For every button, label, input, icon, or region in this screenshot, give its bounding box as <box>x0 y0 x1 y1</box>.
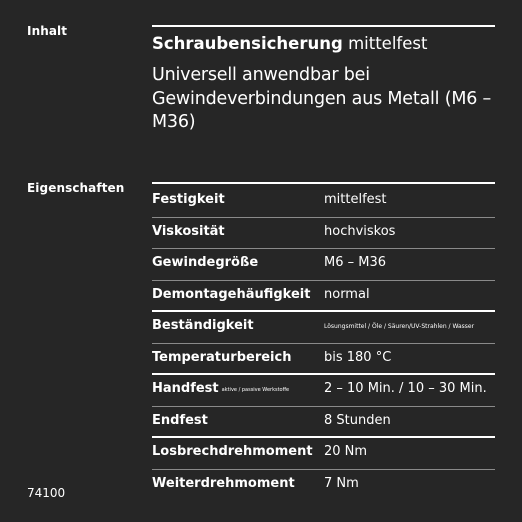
property-row-temperature <box>152 344 495 376</box>
property-key <box>152 381 289 396</box>
property-value: 20 Nm <box>324 444 368 459</box>
property-key: Weiterdrehmoment <box>152 475 295 491</box>
property-row-full-cure <box>152 407 495 439</box>
section-label-properties: Eigenschaften <box>27 181 125 195</box>
property-row-thread-size <box>152 249 495 281</box>
property-row-viscosity <box>152 218 495 250</box>
article-number: 74100 <box>27 486 66 500</box>
property-row-breakaway-torque <box>152 438 495 470</box>
property-value: normal <box>324 286 370 302</box>
product-description: Universell anwendbar bei Gewindeverbindungen aus Metall (M6 – M36) <box>152 65 492 132</box>
product-name-bold: Schraubensicherung <box>152 34 343 53</box>
property-key: Endfest <box>152 412 208 428</box>
property-key: Demontagehäufigkeit <box>152 286 311 302</box>
property-row-hand-tight <box>152 375 495 407</box>
divider-properties <box>152 182 495 184</box>
property-key: Gewindegröße <box>152 255 259 270</box>
divider-top <box>152 25 495 27</box>
property-key: Losbrechdrehmoment <box>152 444 313 459</box>
property-value: M6 – M36 <box>324 255 387 270</box>
property-key: Festigkeit <box>152 192 225 207</box>
property-value: Lösungsmittel / Öle / Säuren/UV-Strahlen / Wasser <box>324 323 475 330</box>
properties-table <box>152 186 495 500</box>
property-value: 7 Nm <box>324 475 359 491</box>
property-row-resistance <box>152 312 495 344</box>
product-title <box>152 34 427 53</box>
property-row-prevailing-torque <box>152 470 495 501</box>
property-value: hochviskos <box>324 223 396 239</box>
property-key: Temperaturbereich <box>152 349 292 365</box>
property-row-strength <box>152 186 495 218</box>
property-value: bis 180 °C <box>324 349 392 365</box>
section-label-content: Inhalt <box>27 24 68 38</box>
property-key: Viskosität <box>152 223 225 239</box>
property-key-text: Handfest <box>152 381 219 396</box>
property-row-disassembly <box>152 281 495 313</box>
property-value: 8 Stunden <box>324 412 391 428</box>
property-value: 2 – 10 Min. / 10 – 30 Min. <box>324 381 487 396</box>
property-note: aktive / passive Werkstoffe <box>221 387 290 393</box>
property-key: Beständigkeit <box>152 318 254 333</box>
product-name-light: mittelfest <box>348 34 428 53</box>
property-value: mittelfest <box>324 192 387 207</box>
